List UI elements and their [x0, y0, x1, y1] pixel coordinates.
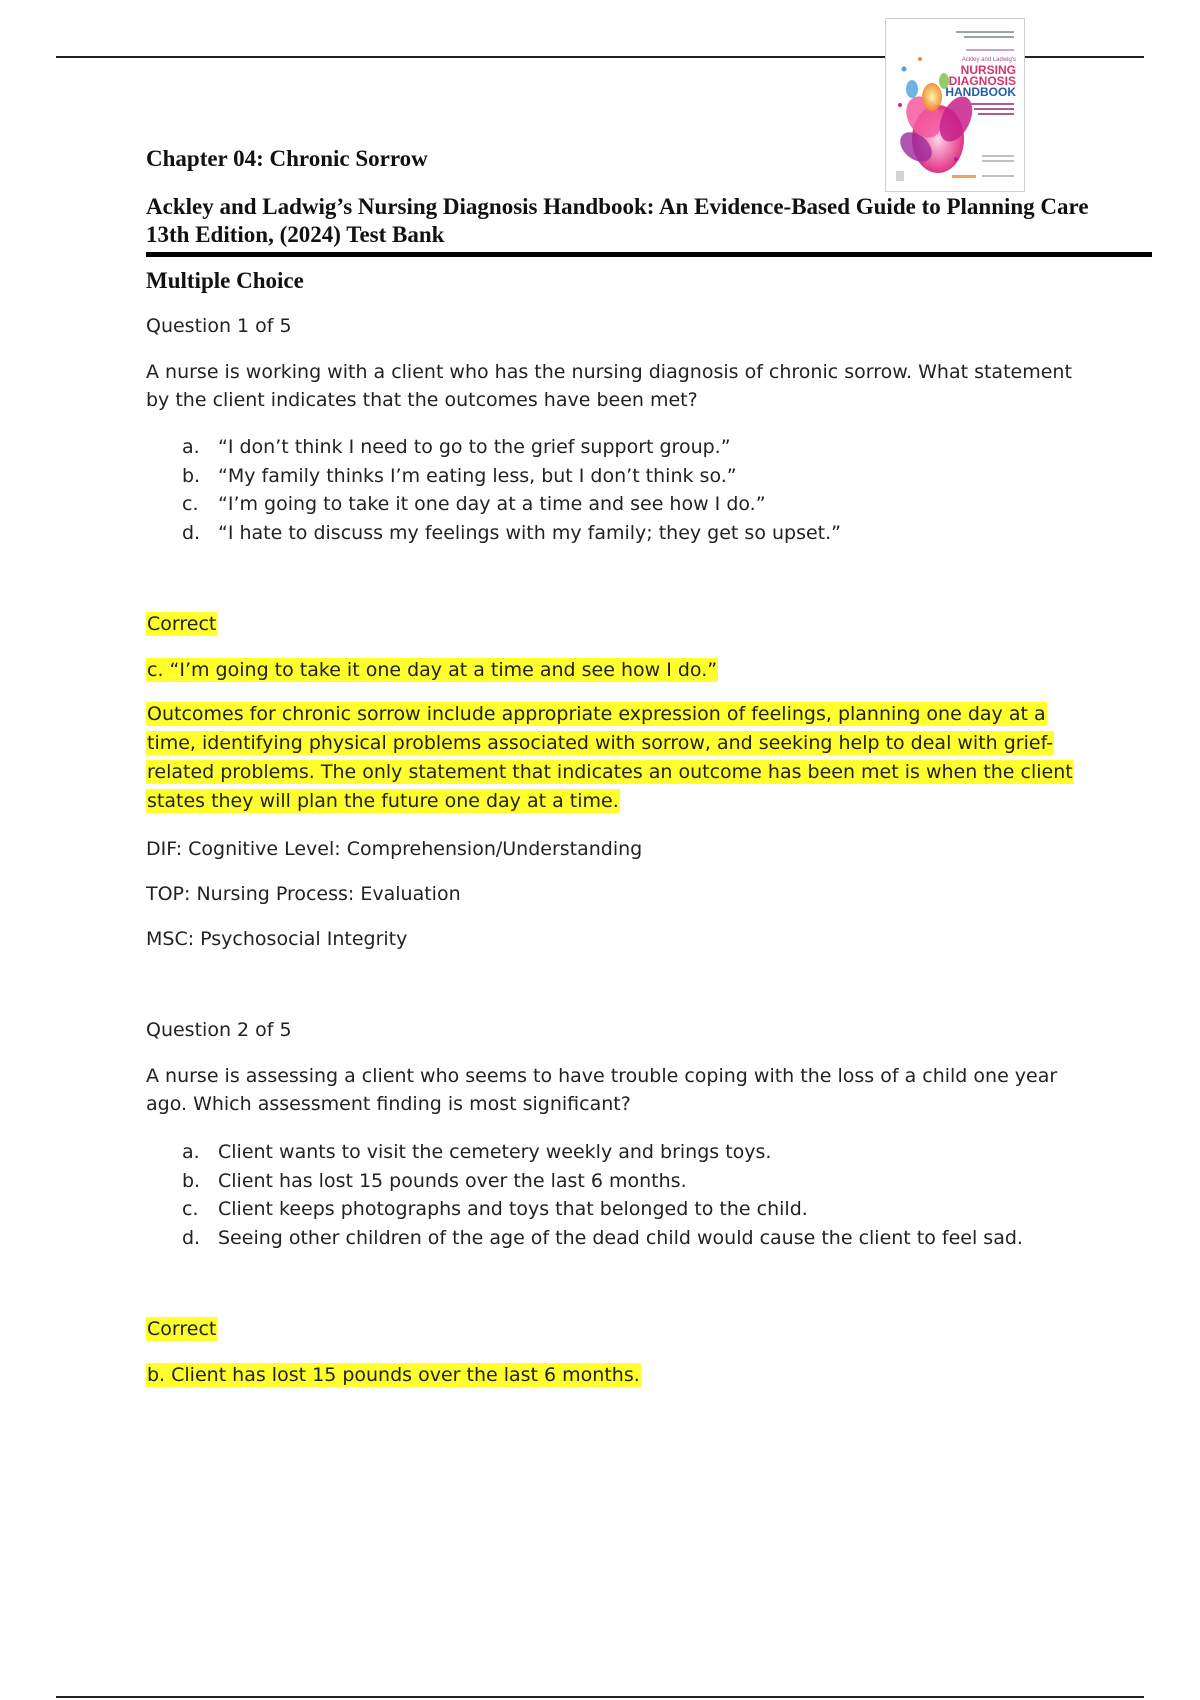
option-text: Client keeps photographs and toys that belonged to the child. [218, 1198, 808, 1220]
answer-text: c. “I’m going to take it one day at a time and see how I do.” [147, 659, 718, 681]
book-title: Ackley and Ladwig’s Nursing Diagnosis Handbook: An Evidence-Based Guide to Planning Care 13th Edition, (2024) Test Bank [146, 194, 1089, 247]
chapter-title: Chapter 04: Chronic Sorrow [146, 146, 428, 171]
question-2-options [182, 1138, 1023, 1252]
option-letter: b. [182, 1169, 201, 1192]
option-letter: c. [182, 493, 199, 515]
question-2-option-c [182, 1195, 1023, 1224]
cover-title-line-3: HANDBOOK [945, 85, 1016, 99]
book-cover-image [885, 18, 1025, 192]
question-2-number: Question 2 of 5 [146, 1019, 292, 1041]
question-1-stem: A nurse is working with a client who has the nursing diagnosis of chronic sorrow. What statement by the client indicates that the outcomes have been met? [146, 361, 1072, 411]
question-1-msc: MSC: Psychosocial Integrity [146, 928, 408, 950]
option-text: Seeing other children of the age of the dead child would cause the client to feel sad. [218, 1226, 1023, 1249]
question-1-option-a [182, 433, 841, 462]
answer-text: b. Client has lost 15 pounds over the last 6 months. [147, 1364, 640, 1386]
question-2-answer [146, 1361, 641, 1389]
question-1-top: TOP: Nursing Process: Evaluation [146, 883, 461, 905]
option-text: “I hate to discuss my feelings with my family; they get so upset.” [218, 521, 842, 544]
rationale-text: Outcomes for chronic sorrow include appropriate expression of feelings, planning one day at a time, identifying physical problems associated with sorrow, and seeking help to deal with grief-related problems. The only statement that indicates an outcome has been met is when the client states they will plan the future one day at a time. [147, 703, 1073, 812]
title-underline [146, 252, 1152, 257]
option-letter: d. [182, 1226, 201, 1249]
option-letter: a. [182, 436, 200, 458]
bottom-rule [56, 1696, 1144, 1698]
cover-series: Ackley and Ladwig's [961, 57, 1016, 63]
question-2-correct-label [146, 1315, 217, 1343]
cover-artwork [886, 19, 1024, 191]
cover-title-line-2: DIAGNOSIS [948, 74, 1016, 88]
question-2-option-d [182, 1224, 1023, 1253]
option-text: Client wants to visit the cemetery weekly and brings toys. [218, 1141, 772, 1163]
question-2-option-a [182, 1138, 1023, 1167]
option-text: “My family thinks I’m eating less, but I don’t think so.” [218, 464, 737, 487]
question-1-options [182, 433, 841, 547]
option-letter: b. [182, 464, 201, 487]
question-1-correct-label [146, 610, 217, 638]
cover-title-line-1: NURSING [960, 63, 1016, 77]
option-letter: c. [182, 1198, 199, 1220]
option-text: “I don’t think I need to go to the grief support group.” [218, 436, 731, 458]
question-1-option-c [182, 490, 841, 519]
section-title: Multiple Choice [146, 268, 304, 293]
correct-label-text: Correct [147, 1318, 217, 1340]
question-1-option-d [182, 519, 841, 548]
question-1-dif: DIF: Cognitive Level: Comprehension/Understanding [146, 838, 643, 860]
question-1-number: Question 1 of 5 [146, 315, 292, 337]
correct-label-text: Correct [147, 613, 217, 635]
option-letter: a. [182, 1141, 200, 1163]
question-1-answer [146, 656, 718, 684]
question-2-option-b [182, 1167, 1023, 1196]
option-text: Client has lost 15 pounds over the last 6 months. [218, 1169, 687, 1192]
question-1-rationale [146, 700, 1096, 816]
question-2-stem: A nurse is assessing a client who seems to have trouble coping with the loss of a child one year ago. Which assessment finding is most significant? [146, 1065, 1058, 1115]
question-1-option-b [182, 462, 841, 491]
option-text: “I’m going to take it one day at a time and see how I do.” [218, 493, 766, 515]
option-letter: d. [182, 521, 201, 544]
